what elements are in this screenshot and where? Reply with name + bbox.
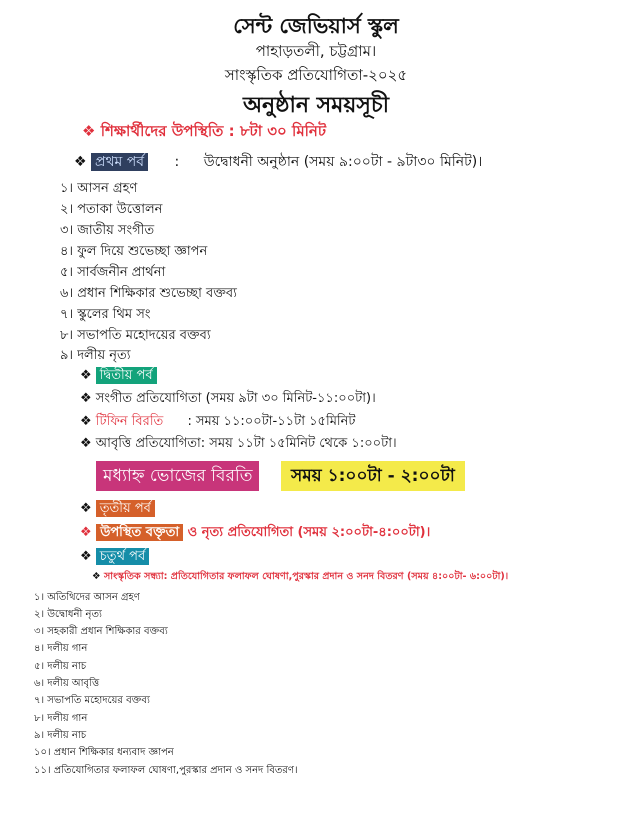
session1-desc: উদ্বোধনী অনুষ্ঠান (সময় ৯:০০টা - ৯টা৩০ মিনিট)। — [203, 154, 483, 170]
session3-label: তৃতীয় পর্ব — [96, 500, 155, 517]
item-desc: সময় ১১টা ১৫মিনিট থেকে ১:০০টা। — [209, 436, 397, 451]
list-item: ৯। দলীয় নৃত্য — [60, 348, 131, 363]
item-desc: ও নৃত্য প্রতিযোগিতা (সময় ২:০০টা-৪:০০টা)। — [187, 525, 431, 540]
list-item: ৩। জাতীয় সংগীত — [60, 223, 155, 238]
event-name: সাংস্কৃতিক প্রতিযোগিতা-২০২৫ — [224, 66, 408, 84]
attendance-line — [82, 120, 326, 145]
diamond-bullet-icon: ❖ — [80, 368, 92, 383]
diamond-bullet-icon: ❖ — [74, 154, 87, 170]
lunch-break-label: মধ্যাহ্ন ভোজের বিরতি — [96, 461, 259, 491]
session2-item-tiffin — [80, 412, 355, 433]
list-item: ৭। সভাপতি মহোদয়ের বক্তব্য — [34, 695, 150, 706]
list-item: ৪। ফুল দিয়ে শুভেচ্ছা জ্ঞাপন — [60, 244, 208, 259]
list-item: ৬। দলীয় আবৃত্তি — [34, 678, 100, 689]
session1-label: প্রথম পর্ব — [91, 153, 148, 171]
diamond-bullet-icon: ❖ — [80, 391, 92, 406]
item-label: টিফিন বিরতি — [95, 414, 164, 429]
diamond-bullet-icon: ❖ — [92, 571, 101, 582]
list-item: ৩। সহকারী প্রধান শিক্ষিকার বক্তব্য — [34, 626, 168, 637]
list-item: ৯। দলীয় নাচ — [34, 730, 87, 741]
diamond-bullet-icon: ❖ — [80, 414, 92, 429]
diamond-bullet-icon: ❖ — [80, 436, 92, 451]
list-item: ৮। দলীয় গান — [34, 713, 88, 724]
session1-colon: : — [174, 154, 180, 170]
diamond-bullet-icon: ❖ — [80, 501, 92, 516]
diamond-bullet-icon: ❖ — [82, 122, 96, 140]
session2-item-recitation — [80, 434, 397, 455]
list-item: ৪। দলীয় গান — [34, 643, 88, 654]
session1-line — [74, 150, 482, 174]
lunch-break-time: সময় ১:০০টা - ২:০০টা — [281, 461, 465, 491]
evening-text: সাংস্কৃতিক সন্ধ্যা: প্রতিযোগিতার ফলাফল ঘোষণা,পুরস্কার প্রদান ও সনদ বিতরণ (সময় ৪:০০টা- ৬:০০টা)। — [103, 571, 509, 582]
session2-heading — [80, 366, 157, 387]
list-item: ১০। প্রধান শিক্ষিকার ধন্যবাদ জ্ঞাপন — [34, 747, 174, 758]
list-item: ১। অতিথিদের আসন গ্রহণ — [34, 592, 140, 603]
attendance-text: শিক্ষার্থীদের উপস্থিতি : ৮টা ৩০ মিনিট — [100, 122, 327, 140]
list-item: ১। আসন গ্রহণ — [60, 181, 138, 196]
page-title: অনুষ্ঠান সময়সূচী — [242, 93, 390, 118]
diamond-bullet-icon: ❖ — [80, 549, 92, 564]
item-label: আবৃত্তি প্রতিযোগিতা: — [95, 436, 206, 451]
diamond-bullet-icon: ❖ — [80, 525, 92, 540]
list-item: ২। পতাকা উত্তোলন — [60, 202, 163, 217]
list-item: ৭। স্কুলের থিম সং — [60, 307, 151, 322]
session4-evening — [92, 570, 508, 585]
list-item: ৫। দলীয় নাচ — [34, 661, 87, 672]
session4-heading — [80, 547, 149, 568]
session3-item — [80, 523, 430, 544]
session2-label: দ্বিতীয় পর্ব — [96, 367, 157, 384]
item-desc: (সময় ৯টা ৩০ মিনিট-১১:০০টা)। — [205, 391, 376, 406]
session2-item-music — [80, 389, 376, 410]
list-item: ১১। প্রতিযোগিতার ফলাফল ঘোষণা,পুরস্কার প্রদান ও সনদ বিতরণ। — [34, 765, 298, 776]
list-item: ৬। প্রধান শিক্ষিকার শুভেচ্ছা বক্তব্য — [60, 286, 237, 301]
item-desc: : সময় ১১:০০টা-১১টা ১৫মিনিট — [187, 414, 356, 429]
list-item: ৮। সভাপতি মহোদয়ের বক্তব্য — [60, 328, 211, 343]
school-location: পাহাড়তলী, চট্টগ্রাম। — [255, 42, 377, 60]
item-label: সংগীত প্রতিযোগিতা — [95, 391, 202, 406]
item-label: উপস্থিত বক্তৃতা — [96, 524, 183, 541]
list-item: ২। উদ্বোধনী নৃত্য — [34, 609, 102, 620]
list-item: ৫। সার্বজনীন প্রার্থনা — [60, 265, 166, 280]
session3-heading — [80, 499, 155, 520]
session4-label: চতুর্থ পর্ব — [96, 548, 149, 565]
school-name: সেন্ট জেভিয়ার্স স্কুল — [233, 14, 399, 38]
